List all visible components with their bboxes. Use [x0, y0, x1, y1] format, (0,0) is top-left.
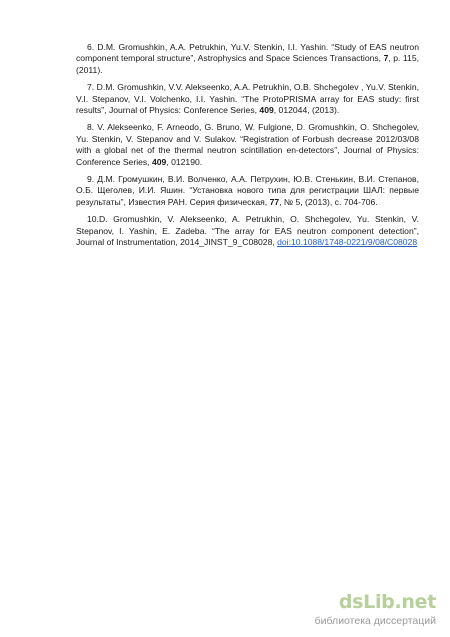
reference-text: 6. D.M. Gromushkin, A.A. Petrukhin, Yu.V. Stenkin, I.I. Yashin. “Study of EAS neutron component temporal structure”, Astrophysics and Space Sciences Transactions, [76, 42, 419, 64]
site-logo: dsLib.net [338, 591, 436, 613]
reference-text: 9. Д.М. Громушкин, В.И. Волченко, А.А. Петрухин, Ю.В. Стенькин, В.И. Степанов, О.Б. Щеголев, И.И. Яшин. “Установка нового типа для регистрации ШАЛ: первые результаты”, Известия РАН. Серия физическая, [76, 174, 419, 207]
reference-item [76, 214, 419, 248]
volume-number: 409 [151, 156, 167, 167]
reference-text: , № 5, (2013), с. 704-706. [279, 196, 378, 207]
volume-number: 409 [259, 105, 274, 116]
reference-text: 10.D. Gromushkin, V. Alekseenko, A. Petrukhin, O. Shchegolev, Yu. Stenkin, V. Stepanov, I. Yashin, E. Zadeba. “The array for EAS neutron component detection”, Journal of Instrumentation, 2014_JINST_9_C08028, [76, 214, 419, 248]
reference-item [76, 42, 419, 76]
volume-number: 7 [383, 53, 389, 64]
reference-text: 7. D.M. Gromushkin, V.V. Alekseenko, A.A. Petrukhin, O.B. Shchegolev , Yu.V. Stenkin, V.I. Stepanov, V.I. Volchenko, I.I. Yashin. “The ProtoPRISMA array for EAS study: first results”, Journal of Physics: Conference Series, [76, 82, 419, 116]
site-tagline: библиотека диссертаций [314, 615, 436, 627]
reference-text: , 012190. [166, 156, 203, 167]
reference-item [76, 174, 419, 208]
watermark [306, 591, 436, 627]
reference-item [76, 122, 419, 168]
doi-link[interactable]: doi:10.1088/1748-0221/9/08/C08028 [277, 237, 418, 248]
volume-number: 77 [269, 196, 280, 207]
reference-text: 8. V. Alekseenko, F. Arneodo, G. Bruno, W. Fulgione, D. Gromushkin, O. Shchegolev, Yu. Stenkin, V. Stepanov and V. Sulakov. “Registration of Forbush decrease 2012/03/08 with a global net of the thermal neutron scintillation en-detectors”, Journal of Physics: Conference Series, [76, 122, 419, 167]
reference-item [76, 82, 419, 116]
reference-list [76, 42, 419, 255]
reference-text: , p. 115, (2011). [76, 53, 419, 75]
reference-text: , 012044, (2013). [273, 105, 340, 116]
